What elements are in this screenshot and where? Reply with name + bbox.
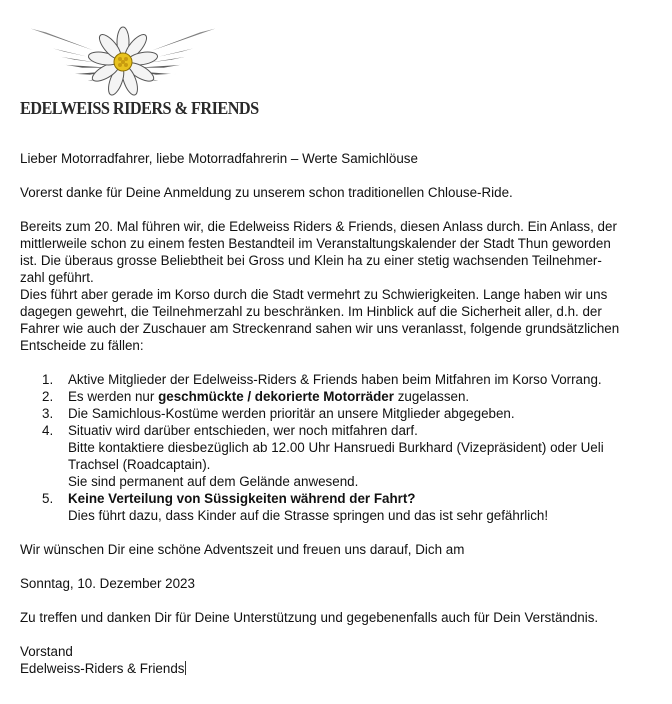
thanks-paragraph: Zu treffen und danken Dir für Deine Unterstützung und gegebenenfalls auch für Dein Verständnis. [20,610,599,625]
edelweiss-winged-flower-icon [20,20,226,100]
list-text: Trachsel (Roadcaptain). [68,457,211,472]
logo [20,20,259,122]
text-cursor [185,661,186,675]
paragraph-history [20,218,652,286]
list-item [20,490,652,524]
greeting: Lieber Motorradfahrer, liebe Motorradfahrerin – Werte Samichlöuse [20,151,418,166]
list-number: 2. [42,389,54,404]
signature [20,643,652,677]
list-text: Bitte kontaktiere diesbezüglich ab 12.00 Uhr Hansruedi Burkhard (Vizepräsident) oder Ueli [68,440,604,455]
list-item [20,388,652,405]
signature-line: Vorstand [20,644,73,659]
text-line: Dies führt aber gerade im Korso durch die Stadt vermehrt zu Schwierigkeiten. Lange haben wir uns [20,287,608,302]
list-number: 4. [42,423,54,438]
list-text: Dies führt dazu, dass Kinder auf die Strasse springen und das ist sehr gefährlich! [68,508,549,523]
decision-list [20,371,652,524]
text-line: zahl geführt. [20,270,94,285]
text-line: dagegen gewehrt, die Teilnehmerzahl zu beschränken. Im Hinblick auf die Sicherheit aller, d.h. der [20,304,602,319]
list-number: 5. [42,491,54,506]
text-line: mittlerweile schon zu einem festen Bestandteil im Veranstaltungskalender der Stadt Thun geworden [20,236,611,251]
list-text: Situativ wird darüber entschieden, wer noch mitfahren darf. [68,423,418,438]
list-text-bold: Keine Verteilung von Süssigkeiten während der Fahrt? [68,491,416,506]
text-line: ist. Die überaus grosse Beliebtheit bei Gross und Klein ha zu einer stetig wachsenden Teilnehmer- [20,253,602,268]
list-text: zugelassen. [393,389,470,404]
list-text: Aktive Mitglieder der Edelweiss-Riders & Friends haben beim Mitfahren im Korso Vorrang. [68,372,602,387]
list-item [20,371,652,388]
paragraph-decisions [20,286,652,354]
list-text: Die Samichlous-Kostüme werden prioritär an unsere Mitglieder abgegeben. [68,406,515,421]
text-line: Entscheide zu fällen: [20,338,144,353]
logo-text: EDELWEISS RIDERS & FRIENDS [20,98,259,118]
wish-paragraph: Wir wünschen Dir eine schöne Adventszeit und freuen uns darauf, Dich am [20,542,465,557]
list-text-bold: geschmückte / dekorierte Motorräder [158,389,394,404]
list-item [20,405,652,422]
text-line: Fahrer wie auch der Zuschauer am Streckenrand sahen wir uns veranlasst, folgende grundsätzlichen [20,321,620,336]
event-date: Sonntag, 10. Dezember 2023 [20,576,195,591]
text-line: Bereits zum 20. Mal führen wir, die Edelweiss Riders & Friends, diesen Anlass durch. Ein Anlass, der [20,219,617,234]
intro-paragraph: Vorerst danke für Deine Anmeldung zu unserem schon traditionellen Chlouse-Ride. [20,185,513,200]
list-text: Es werden nur [68,389,159,404]
list-number: 1. [42,372,54,387]
list-text: Sie sind permanent auf dem Gelände anwesend. [68,474,359,489]
signature-line: Edelweiss-Riders & Friends [20,661,185,676]
list-number: 3. [42,406,54,421]
list-item [20,422,652,490]
letter-body [20,150,652,677]
